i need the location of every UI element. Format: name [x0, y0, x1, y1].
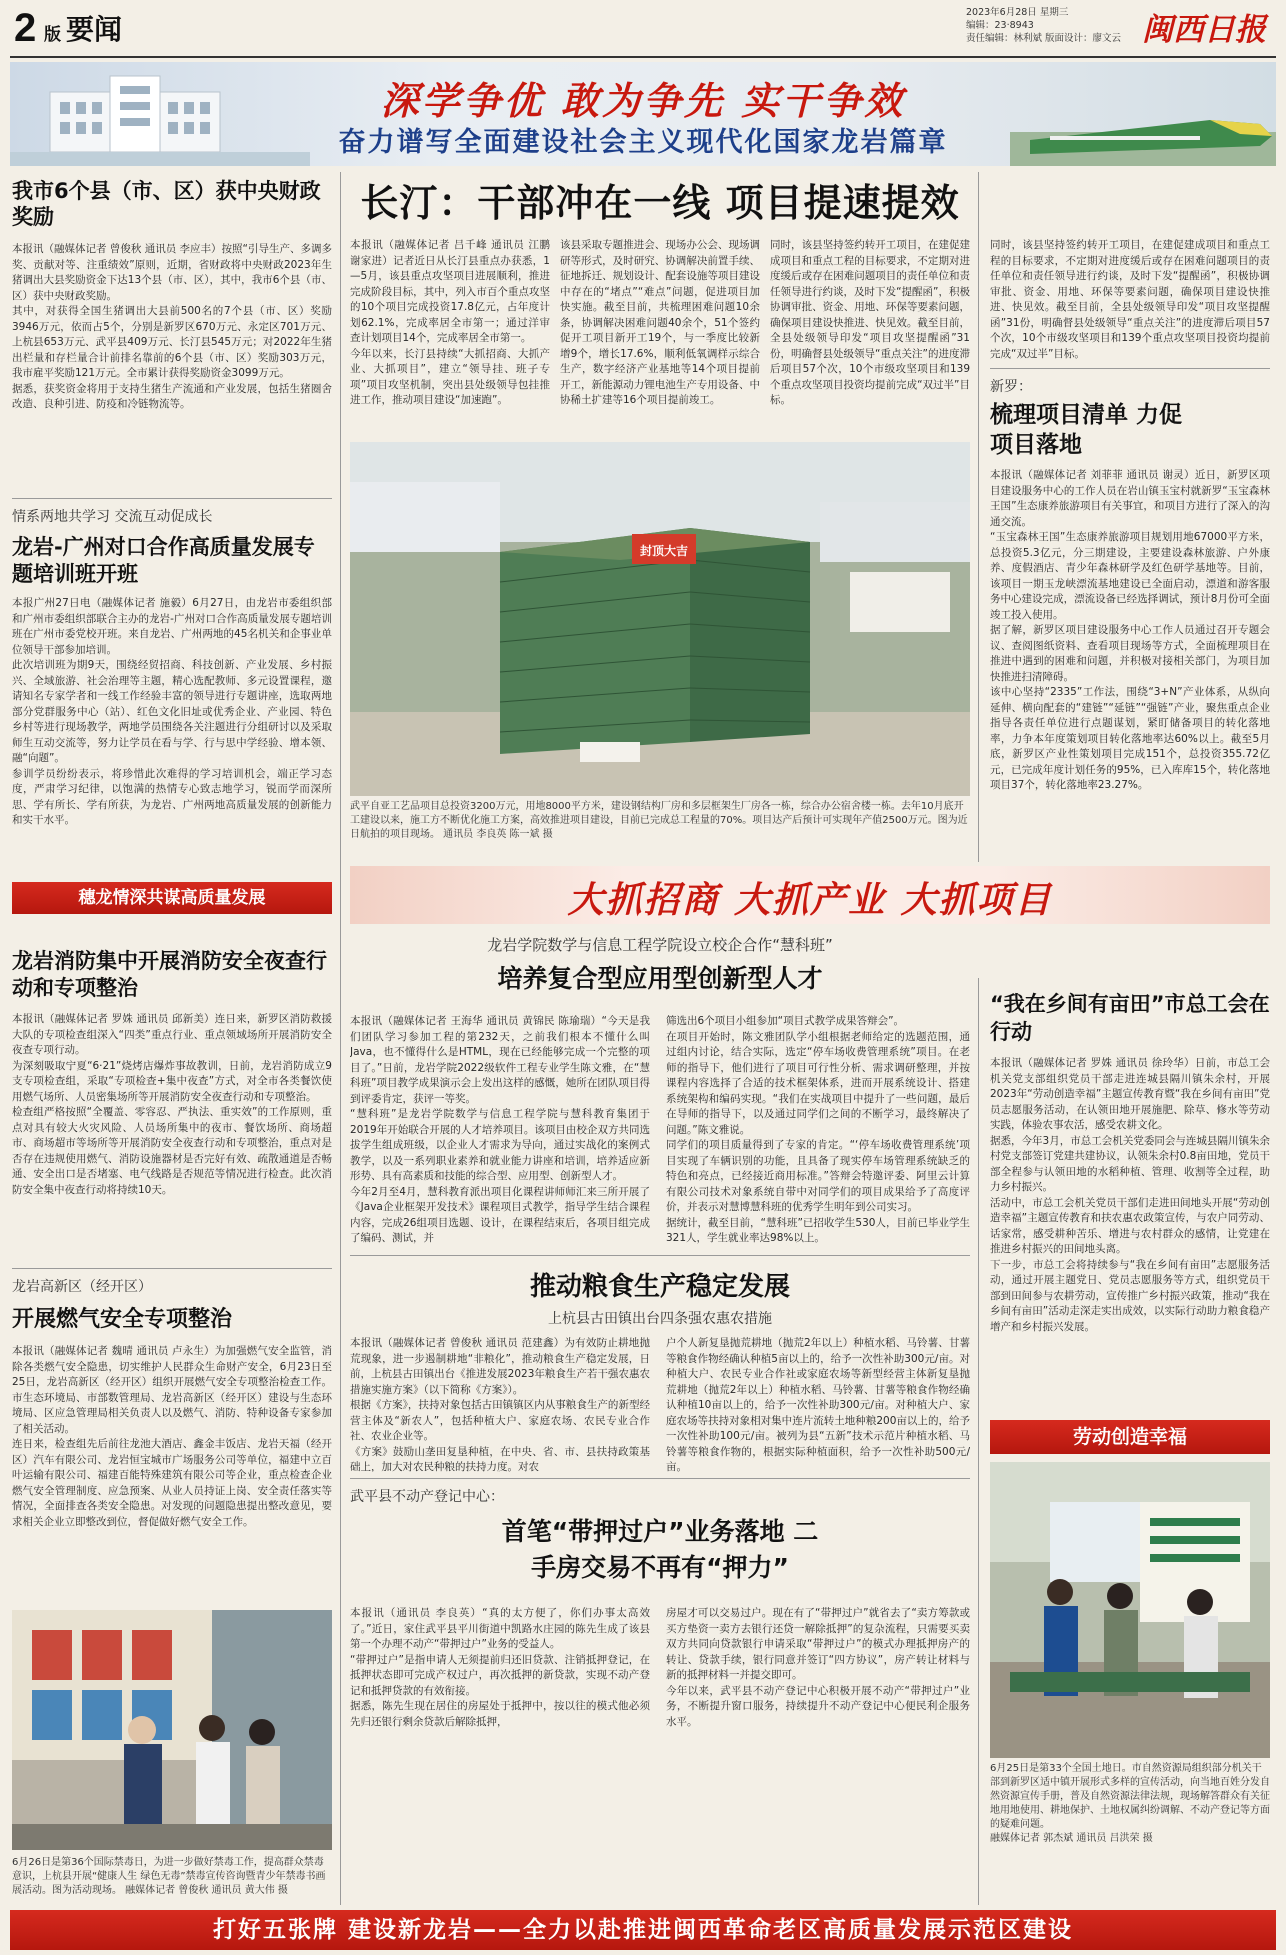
edition-code: 编辑：23·8943: [966, 20, 1034, 31]
article-kicker: 情系两地共学习 交流互动促成长: [12, 509, 213, 525]
site-banner-text: 封顶大吉: [639, 544, 689, 558]
article-title: 梳理项目清单 力促项目落地: [990, 402, 1183, 458]
article-kicker: 武平县不动产登记中心：: [350, 1489, 504, 1505]
article-finance-award: [12, 172, 332, 492]
article-title: 推动粮食生产稳定发展: [529, 1272, 790, 1302]
article-huike-class: [350, 934, 970, 1252]
top-banner: [10, 62, 1276, 166]
article-union-farming: [990, 986, 1270, 1416]
photo-caption: 6月26日是第36个国际禁毒日，为进一步做好禁毒工作，提高群众禁毒意识，上杭县开展“健康人生 绿色无毒”禁毒宣传咨询暨青少年禁毒书画展活动。图为活动现场。 融媒体记者 曾俊秋 通讯员 黄大伟 摄: [12, 1857, 326, 1896]
photo-land-day-event: [990, 1462, 1270, 1758]
lead-body-col3: 同时，该县坚持签约转开工项目，在建促建成项目和重点工程的目标要求，不定期对进度缓后或存在困难问题项目的责任单位和责任领导进行约谈，及时下发“提醒函”，积极协调审批、资金、用地、环保等要素问题，确保项目建设快推进、快见效。截至目前，全县处级领导印发“项目攻坚提醒函”31份，明确督县处级领导“重点关注”的进度滞后项目57个次，10个市级攻坚项目和139个重点攻坚项目投资均提前完成“双过半”目标。: [770, 239, 970, 406]
issue-date: 2023年6月28日 星期三: [966, 7, 1069, 18]
section-name: 要闻: [66, 13, 123, 46]
article-title: 开展燃气安全专项整治: [12, 1307, 233, 1332]
lead-body-col1: 本报讯（融媒体记者 吕千峰 通讯员 江鹏 谢家进）记者近日从长汀县重点办获悉，1—5月，该县重点攻坚项目进展顺利，推进完成阶段目标，其中，列入市百个重点攻坚的10个项目完成投资17.8亿元，占年度计划62.1%，完成率居全市第一；通过洋审查计划项目14个，完成率居全市第一。 今年以来，长汀县持续“大抓招商、大抓产业、大抓项目”，建立“领导挂、班子专项”项目攻坚机制，突出县处级领导包挂推进工作，推动项目建设“加速跑”。: [350, 239, 550, 406]
column-label-red: 劳动创造幸福: [990, 1420, 1270, 1454]
article-title: “我在乡间有亩田”市总工会在行动: [990, 992, 1270, 1044]
article-gas-safety: [12, 1276, 332, 1606]
article-body-col1: 本报讯（融媒体记者 曾俊秋 通讯员 范建鑫）为有效防止耕地抛荒现象，进一步遏制耕地“非粮化”，推动粮食生产稳定发展，日前，上杭县古田镇出台《推进发展2023年粮食生产若干强农惠农措施实施方案》（以下简称《方案》）。 根据《方案》，扶持对象包括古田镇镇区内从事粮食生产的新型经营主体及“新农人”，包括种植大户、家庭农场、农民专业合作社、农业企业等。 《方案》鼓励山垄田复垦种植，在中央、省、市、县扶持政策基础上，加大对农民种粮的扶持力度。对农: [350, 1337, 650, 1472]
article-body: 本报讯（融媒体记者 罗姝 通讯员 邱新美）连日来，新罗区消防救援大队的专项检查组深入“四类”重点行业、重点领域场所开展消防安全夜查专项行动。 为深刻吸取宁夏“6·21”烧烤店爆炸事故教训，日前，龙岩消防成立9支专项检查组，采取“专项检查+集中夜查”方式，对全市各类餐饮使用燃气场所、人员密集场所等开展消防安全夜查行动和专项整治。 检查组严格按照“全覆盖、零容忍、严执法、重实效”的工作原则，重点对具有较大火灾风险、人员场所集中的夜市、餐饮场所、商场超市、商场超市等场所等开展消防安全夜查行动和专项整治，重点对是否存在违规使用燃气、消防设施器材是否完好有效、疏散通道是否畅通、安全出口是否堵塞、电气线路是否规范等情况进行检查。此次消防安全集中夜查行动将持续10天。: [12, 1013, 332, 1196]
photo-antidrug-event: [12, 1610, 332, 1850]
article-body-col2: 筛选出6个项目小组参加“项目式教学成果答辩会”。 在项目开始时，陈文雅团队学小组根据老师给定的选题范围，通过组内讨论，结合实际，选定“停车场收费管理系统”项目。在老师的指导下，他们进行了项目可行性分析、需求调研整理，并按课程内容选择了合适的技术框架体系，进而开展系统设计、搭建系统架构和编码实现。“我们在实战项目中提升了一些问题，最后在导师的指导下，以及通过同学们之间的不断学习，最终解决了问题。”陈文雅说。 同学们的项目质量得到了专家的肯定。“‘停车场收费管理系统’项目实现了车辆识别的功能，且具备了现实停车场管理系统缺乏的特色和亮点，已经接近商用标准。”答辩会特邀评委、阿里云计算有限公司技术对象系统自带中对同学们的项目成果给予了高度评价，并表示对慧博慧科班的优秀学生明年到公司实习。 据统计，截至目前，“慧科班”已招收学生530人，目前已毕业学生321人，学生就业率达98%以上。: [666, 1015, 970, 1244]
article-xinluo-projects: [990, 376, 1270, 866]
paper-logo-text: 闽西日报: [1142, 12, 1266, 48]
article-kicker: 龙岩学院数学与信息工程学院设立校企合作“慧科班”: [487, 936, 833, 954]
article-training-class: [12, 506, 332, 876]
section-banner: [350, 866, 1270, 924]
article-title: 龙岩消防集中开展消防安全夜查行动和专项整治: [12, 949, 327, 1000]
article-body-col2: 房屋才可以交易过户。现在有了“带押过户”就省去了“卖方筹款或买方垫资一卖方去银行还贷一解除抵押”的复杂流程，只需要买卖双方共同向贷款银行申请采取“带押过户”的模式办理抵押房产的转让、贷款手续，银行同意并签订“四方协议”，房产转让材料与新的抵押材料一并提交即可。 今年以来，武平县不动产登记中心积极开展不动产“带押过户”业务，不断提升窗口服务，持续提升不动产登记中心便民利企服务水平。: [666, 1607, 970, 1728]
section-banner-text: 大抓招商 大抓产业 大抓项目: [567, 880, 1053, 921]
article-body: 本报广州27日电（融媒体记者 施毅）6月27日，由龙岩市委组织部和广州市委组织部联合主办的龙岩-广州对口合作高质量发展专题培训班在广州市委党校开班。来自龙岩、广州两地的45名机关和企事业单位领导干部参加培训。 此次培训班为期9天，围绕经贸招商、科技创新、产业发展、乡村振兴、全域旅游、社会治理等主题，精心选配教师、多元设置课程，邀请知名专家学者和一线工作经验丰富的领导进行专题讲座，选取两地部分党群服务中心（站）、红色文化旧址或优秀企业、产业园、特色乡村等进行现场教学，两地学员围绕各关注题进行分组研讨以及采取师生互动交流等，努力让学员在看与学、行与思中学经验、增本领、融“向题”。 参训学员纷纷表示，将珍惜此次难得的学习培训机会，端正学习态度，严肃学习纪律，以饱满的热情专心致志地学习，锐而学而深所思、学有所长、学有所获，为龙岩、广州两地高质量发展的创新能力和实干水平。: [12, 597, 332, 826]
article-title: 培养复合型应用型创新型人才: [497, 964, 823, 993]
paper-logo-icon: [1140, 4, 1280, 48]
bottom-banner: 打好五张牌 建设新龙岩——全力以赴推进闽西革命老区高质量发展示范区建设: [10, 1910, 1276, 1950]
article-title: 首笔“带押过户”业务落地 二手房交易不再有“押力”: [501, 1517, 819, 1582]
photo-caption: 6月25日是第33个全国土地日。市自然资源局组织部分机关干部到新罗区适中镇开展形式多样的宣传活动，向当地百姓分发自然资源宣传手册，普及自然资源法律法规，现场解答群众有关征地用地使用、耕地保护、土地权属纠纷调解、不动产登记等方面的疑难问题。 融媒体记者 郭杰斌 通讯员 吕洪荣 摄: [990, 1763, 1270, 1844]
article-body: 本报讯（融媒体记者 刘菲菲 通讯员 谢灵）近日，新罗区项目建设服务中心的工作人员在岩山镇玉宝村就新罗“玉宝森林王国”生态康养旅游项目有关事宜，和项目方进行了深入的沟通交流。 “玉宝森林王国”生态康养旅游项目规划用地67000平方米，总投资5.3亿元，分三期建设，主要建设森林旅游、户外康养、度假酒店、青少年森林研学及红色研学基地等。目前，该项目一期玉龙峡漂流基地建设已全面启动，漂道和游客服务中心建设完成，漂流设备已经选择调试，预计8月份可全面竣工投入使用。 据了解，新罗区项目建设服务中心工作人员通过召开专题会议、查阅图纸资料、查看项目现场等方式，全面梳理项目在推进中遇到的困难和问题，并积极对接相关部门，为项目加快推进扫清障碍。 该中心坚持“2335”工作法，围绕“3+N”产业体系，从纵向延伸、横向配套的“建链”“延链”“强链”产业，聚焦重点企业指导各责任单位进行点题谋划，紧盯储备项目的转化落地率，力争本年度策划项目转化落地率达60%以上。截至5月底，新罗区产业性策划项目完成151个，总投资355.72亿元，已完成年度计划任务的95%，已入库库15个，转化落地项目37个，转化落地率23.27%。: [990, 469, 1270, 791]
banner-subslogan: 奋力谱写全面建设社会主义现代化国家龙岩篇章: [338, 127, 948, 158]
article-kicker: 新罗：: [990, 379, 1032, 395]
lead-body-col4: 同时，该县坚持签约转开工项目，在建促建成项目和重点工程的目标要求，不定期对进度缓后或存在困难问题项目的责任单位和责任领导进行约谈，及时下发“提醒函”，积极协调审批、资金、用地、环保等要素问题，确保项目建设快推进、快见效。截至目前，全县处级领导印发“项目攻坚提醒函”31份，明确督县处级领导“重点关注”的进度滞后项目57个次，10个市级攻坚项目和139个重点攻坚项目投资均提前完成“双过半”目标。: [990, 239, 1270, 360]
page-unit: 版: [44, 25, 61, 45]
editor-credits: 责任编辑：林利斌 版面设计：廖文云: [966, 33, 1122, 44]
article-body: 本报讯（融媒体记者 罗姝 通讯员 徐玲华）日前，市总工会机关党支部组织党员干部走进连城县隔川镇朱余村，开展2023年“劳动创造幸福”主题宣传教育暨“我在乡间有亩田”党员志愿服务活动，在认领田地开展施肥、除草、修水等劳动实践，体验农事农活，感受农耕文化。 据悉，今年3月，市总工会机关党委同会与连城县隔川镇朱余村党支部签订党建共建协议，认领朱余村0.8亩田地，党员干部全程参与认领田地的水稻种植、管理、收割等全过程，助力乡村振兴。 活动中，市总工会机关党员干部们走进田间地头开展“劳动创造幸福”主题宣传教育和扶农惠农政策宣传，与农户同劳动、话家常，感受耕种苦乐、增进与农村群众的感情，让党建在推进乡村振兴的田间地头离。 下一步，市总工会将持续参与“我在乡间有亩田”志愿服务活动，通过开展主题党日、党员志愿服务等方式，组织党员干部到田间参与农耕劳动，宣传推广乡村振兴政策，推动“我在乡间有亩田”活动走深走实出成效，以实际行动助力粮食稳产增产和乡村振兴发展。: [990, 1057, 1270, 1333]
article-body-col1: 本报讯（融媒体记者 王海华 通讯员 黄锦民 陈瑜瑞）“今天是我们团队学习参加工程的第232天，之前我们根本不懂什么叫Java，也不懂得什么是HTML，现在已经能够完成一个完整的项目了。”日前，龙岩学院2022级软件工程专业学生陈文雅，在“慧科班”项目教学成果演示会上发出这样的感慨，她所在团队项目得到评委肯定，获评一等奖。 “慧科班”是龙岩学院数学与信息工程学院与慧科教育集团于2019年开始联合开展的人才培养项目。该项目由校企双方共同选拔学生组成班级，以企业人才需求为导向，通过实战化的案例式教学，以及一系列职业素养和就业能力讲座和培训，培养适应新形势、具有高素质和技能的综合型、应用型、创新型人才。 今年2月至4月，慧科教育派出项目化课程讲师师汇来三所开展了《Java企业框架开发技术》课程项目式教学，指导学生结合课程内容，完成26组项目选题、设计，在课程结束后，各项目组完成了编码、测试，并: [350, 1015, 650, 1244]
article-body: 本报讯（融媒体记者 曾俊秋 通讯员 李应丰）按照“引导生产、多调多奖、贡献对等、注重绩效”原则，近期，省财政将中央财政2023年生猪调出大县奖励资金下达13个县（市、区），其中，我市6个县（市、区）获中央财政奖励。 其中，对获得全国生猪调出大县前500名的7个县（市、区）奖励3946万元，依而占5个，分别是新罗区670万元、永定区701万元、上杭县653万元、武平县409万元、长汀县545万元；对2022年生猪出栏量和存栏量合计前排名靠前的6个县（市、区）奖励303万元，我市雇平奖励121万元。全市累计获得奖励资金3099万元。 据悉，获奖资金将用于支持生猪生产流通和产业发展，包括生猪圈舍改造、良种引进、防疫和冷链物流等。: [12, 243, 332, 410]
article-kicker: 龙岩高新区（经开区）: [12, 1279, 152, 1295]
article-body-col2: 户个人新复垦抛荒耕地（抛荒2年以上）种植水稻、马铃薯、甘薯等粮食作物经确认种植5亩以上的，给予一次性补助300元/亩。对种植大户、农民专业合作社或家庭农场等新型经营主体新复垦抛荒耕地（抛荒2年以上）种植水稻、马铃薯、甘薯等粮食作物经确认种植10亩以上的，给予一次性补助300元/亩。对种植大户、家庭农场等扶持对象相对集中连片流转土地种粮200亩以上的，给予一次性补助100元/亩。被列为县“五新”技术示范片种植水稻、马铃薯等粮食作物的，根据实际种植面积，给予一次性补助500元/亩。: [666, 1337, 970, 1472]
page-number: 2: [14, 6, 37, 50]
article-grain-production: [350, 1262, 970, 1474]
column-label-red: 穗龙情深共谋高质量发展: [12, 882, 332, 914]
banner-slogan: 深学争优 敢为争先 实干争效: [380, 79, 906, 123]
article-title: 我市6个县（市、区）获中央财政奖励: [12, 179, 321, 229]
article-body-col1: 本报讯（通讯员 李良英）“真的太方便了，你们办事太高效了。”近日，家住武平县平川街道中凯路水庄园的陈先生成了该县第一个办理不动产“带押过户”业务的受益人。 “带押过户”是指申请人无须提前归还旧贷款、注销抵押登记，在抵押状态即可完成产权过户，再次抵押的新贷款，实现不动产登记和抵押贷款的有效衔接。 据悉，陈先生现在居住的房屋处于抵押中，按以往的模式他必须先归还银行剩余贷款后解除抵押，: [350, 1607, 650, 1728]
article-title: 龙岩-广州对口合作高质量发展专题培训班开班: [12, 535, 315, 586]
photo-construction-site: [350, 442, 970, 796]
lead-title: 长汀：干部冲在一线 项目提速提效: [360, 181, 960, 225]
photo-caption: 武平自亚工艺品项目总投资3200万元，用地8000平方米，建设钢结构厂房和多层框架生厂房各一栋，综合办公宿舍楼一栋。去年10月底开工建设以来，施工方不断优化施工方案，高效推进项目建设，目前已完成总工程量的70%。项目达产后预计可实现年产值2500万元。图为近日航拍的项目现场。 通讯员 李良英 陈一斌 摄: [350, 801, 968, 840]
lead-body-col2: 该县采取专题推进会、现场办公会、现场调研等形式，及时研究、协调解决前置手续、征地拆迁、规划设计、配套设施等项目建设中存在的“堵点”“难点”问题，促进项目加快实施。截至目前，共梳理困难问题10余条，协调解决困难问题40余个，51个签约促开工项目新开工19个，与一季度比较新增9个，增长17.6%，顺利低氧调样示综合生产，数字经济产业基地等14个项目提前开工，新能源动力锂电池生产专用设备、中协稀土扩建等16个项目提前竣工。: [560, 239, 760, 406]
article-body: 本报讯（融媒体记者 魏晴 通讯员 卢永生）为加强燃气安全监管，消除各类燃气安全隐患，切实维护人民群众生命财产安全，6月23日至25日，龙岩高新区（经开区）组织开展燃气安全专项整治检查工作。市生态环境局、市部数管理局、龙岩高新区（经开区）建设与生态环境局、区应急管理局相关负责人以及燃气、消防、特种设备专家参加了相关活动。 连日来，检查组先后前往龙池大酒店、鑫金丰饭店、龙岩天福（经开区）汽车有限公司、龙岩恒宝城市广场服务公司等单位，福建中立百叶运输有限公司、福建百能特殊建筑有限公司等企业，重点检查企业燃气安全管理制度、应急预案、从业人员持证上岗、安全责任落实等情况，全面排查各类安全隐患。对发现的问题隐患提出整改意见，要求相关企业立即整改到位，督促做好燃气安全工作。: [12, 1345, 332, 1528]
article-subtitle: 上杭县古田镇出台四条强农惠农措施: [548, 1311, 772, 1327]
article-fire-safety: [12, 922, 332, 1262]
article-mortgage-transfer: [350, 1486, 970, 1904]
